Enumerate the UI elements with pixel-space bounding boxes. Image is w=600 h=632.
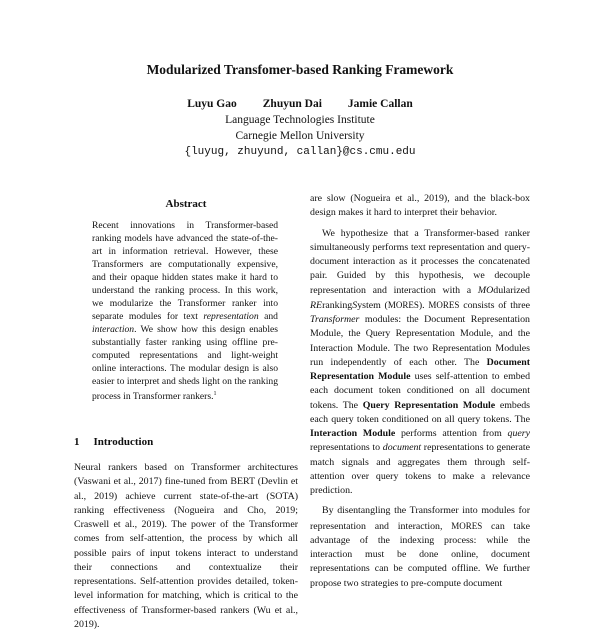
para-text: ranking (322, 299, 353, 311)
author-name: Jamie Callan (347, 98, 413, 110)
author-name: Luyu Gao (187, 98, 237, 110)
para-emphasis: RE (310, 299, 323, 311)
intro-paragraph-1: Neural rankers based on Transformer architectures (Vaswani et al., 2017) fine-tuned from BERT (Devlin et al., 2019) achieve current state-of-the-art (SOTA) ranking effectiveness (Nogueira and Cho, 2019; Craswell et al., 2019). The power of the Transformer comes from self-attention, the process by which all possible pairs of input tokens interact to understand their connections and contextualize their representations. Self-attention provides detailed, token-level information for matching, which is critical to the effectiveness of Transformer-based rankers (Wu et al., 2019). (74, 462, 298, 630)
section-number: 1 (74, 436, 80, 448)
abstract-emphasis: representation (203, 311, 259, 322)
para-text: can take advantage of the indexing process: while the interaction must be done online, document representations can be computed offline. We further propose two strategies to pre-compute document (310, 520, 530, 589)
para-bold: Interaction Module (310, 428, 396, 439)
abstract-text: and (258, 311, 278, 322)
intro-paragraph-continued: are slow (Nogueira et al., 2019), and the black-box design makes it hard to interpret their behavior. (310, 193, 530, 219)
para-text: ystem ( (357, 299, 388, 311)
para-text: representations to generate match signals and aggregates them through self-attention over query tokens to make a relevance prediction. (310, 442, 530, 496)
author-list (0, 98, 600, 110)
right-column-body (310, 192, 530, 591)
author-email: {luyug, zhuyund, callan}@cs.cmu.edu (184, 146, 416, 158)
para-text: By disentangling the Transformer into modules for representation and interaction, (310, 505, 530, 532)
paper-title: Modularized Transfomer-based Ranking Framework (146, 62, 454, 77)
para-text: dularized (493, 284, 530, 296)
para-text: modules: the Document Representation Module, the Query Representation Module, and the Interaction Module. The two Representation Modules run independently of each other. The (310, 314, 530, 368)
para-bold: Document Representation Module (310, 356, 530, 382)
system-name: MORES (451, 520, 483, 531)
para-emphasis: Transformer (310, 314, 360, 325)
section-title: Introduction (93, 436, 154, 448)
system-name: MORES (428, 299, 460, 310)
para-text: consists of three (459, 299, 530, 311)
affiliation-university: Carnegie Mellon University (235, 130, 365, 142)
para-text: uses self-attention to embed each document token conditioned on all document tokens. The (310, 371, 531, 411)
para-emphasis: MO (477, 284, 494, 296)
abstract-text: Recent innovations in Transformer-based ranking models have advanced the state-of-the-art in information retrieval. However, these Transformers are computationally expensive, and their opaque hidden states make it hard to understand the ranking process. In this work, we modularize the Transformer ranker into separate modules for text (92, 220, 278, 322)
left-column-body (74, 461, 298, 632)
abstract-body (92, 219, 278, 403)
author-name: Zhuyun Dai (262, 98, 322, 110)
footnote-mark: 1 (213, 391, 217, 397)
para-text: We hypothesize that a Transformer-based ranker simultaneously performs text representation and query-document interaction as it processes the concatenated pair. Guided by this hypothesis, we decouple representation and interaction with a (310, 227, 530, 296)
intro-paragraph-2 (310, 227, 530, 499)
para-text: embeds each query token conditioned on all query tokens. The (310, 399, 530, 425)
para-text: performs attention from (395, 428, 508, 439)
para-emphasis: query (507, 428, 530, 439)
abstract-emphasis: interaction (92, 324, 135, 335)
intro-paragraph-3 (310, 504, 530, 591)
section-heading-introduction (74, 436, 153, 448)
para-emphasis: S (352, 299, 358, 311)
abstract-heading: Abstract (165, 198, 207, 210)
para-emphasis: document (382, 442, 422, 454)
para-bold: Query Representation Module (362, 399, 496, 411)
para-text: representations to (310, 442, 383, 454)
affiliation-institute: Language Technologies Institute (225, 114, 375, 126)
para-text: ). (418, 299, 429, 311)
abstract-text: . We show how this design enables substantially faster ranking using offline pre-computed representations and light-weight online interactions. The modular design is also easier to interpret and sheds light on the ranking process in Transformer rankers. (92, 324, 278, 403)
system-name: MORES (387, 299, 419, 310)
